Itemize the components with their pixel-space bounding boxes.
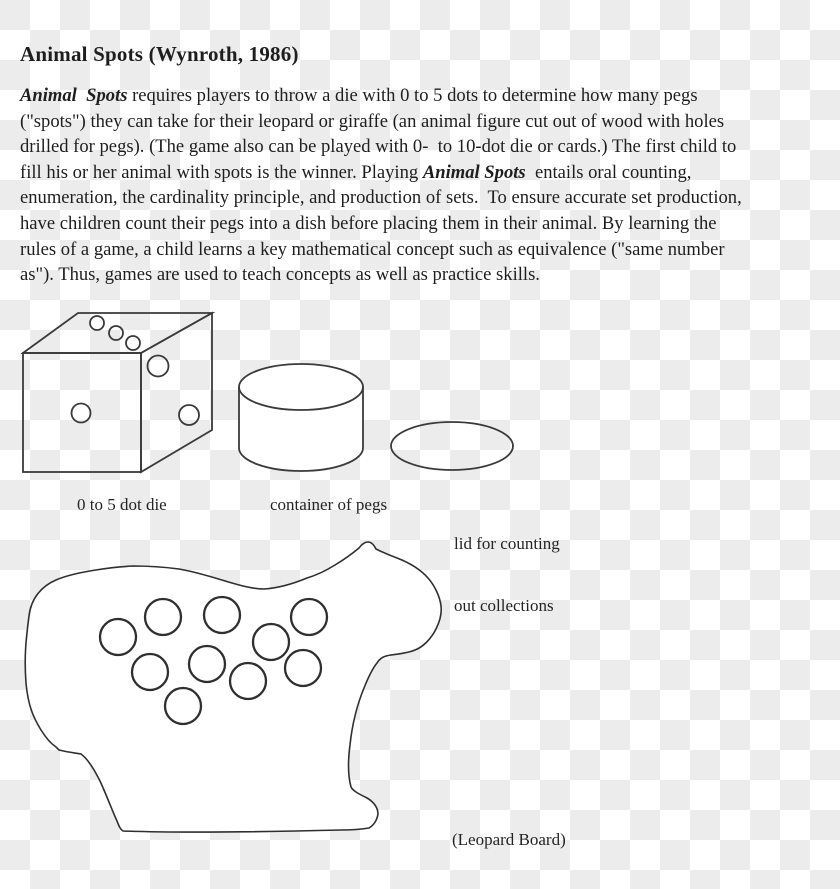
text-run: have children count their pegs into a dish before placing them in their animal. By learning the: [20, 212, 717, 234]
peg-hole: [230, 663, 266, 699]
board-caption: (Leopard Board): [452, 830, 566, 849]
paragraph-line: [20, 109, 742, 135]
die-pip: [126, 336, 140, 350]
paragraph-line: [20, 83, 742, 109]
text-run: as"). Thus, games are used to teach concepts as well as practice skills.: [20, 264, 540, 286]
lid-caption-line1: lid for counting: [454, 534, 560, 553]
paragraph-line: [20, 160, 742, 186]
peg-hole: [291, 599, 327, 635]
peg-hole: [253, 624, 289, 660]
leopard-board-figure: [0, 530, 470, 850]
peg-hole: [132, 654, 168, 690]
die-pip: [90, 316, 104, 330]
peg-hole: [100, 619, 136, 655]
lid-figure: [391, 422, 513, 470]
text-run: ("spots") they can take for their leopard or giraffe (an animal figure cut out of wood with holes: [20, 110, 725, 132]
text-run: enumeration, the cardinality principle, and production of sets. To ensure accurate set production,: [20, 187, 742, 209]
materials-illustration: [0, 300, 560, 490]
die-pip: [179, 405, 199, 425]
die-pip: [72, 404, 91, 423]
text-run: fill his or her animal with spots is the winner. Playing: [20, 161, 423, 183]
paragraph-line: [20, 185, 742, 211]
game-title-emphasis: Animal Spots: [422, 161, 526, 183]
peg-container-figure: [239, 364, 363, 471]
document-title: Animal Spots (Wynroth, 1986): [20, 42, 299, 66]
paragraph: [20, 83, 742, 288]
die-top-face: [23, 313, 212, 353]
peg-hole: [165, 688, 201, 724]
paragraph-line: [20, 262, 742, 288]
die-pip: [148, 356, 169, 377]
die-front-face: [23, 353, 141, 472]
peg-hole: [189, 646, 225, 682]
die-right-face: [141, 313, 212, 472]
die-pip: [109, 326, 123, 340]
text-run: rules of a game, a child learns a key mathematical concept such as equivalence ("same number: [20, 238, 725, 260]
die-caption: 0 to 5 dot die: [77, 495, 167, 514]
text-run: entails oral counting,: [525, 161, 692, 183]
text-run: requires players to throw a die with 0 to 5 dots to determine how many pegs: [127, 85, 698, 106]
peg-hole: [285, 650, 321, 686]
container-body: [239, 364, 363, 471]
game-title-emphasis: Animal Spots: [20, 85, 128, 106]
lid-caption-line2: out collections: [454, 595, 554, 615]
peg-hole: [204, 597, 240, 633]
die-figure: [23, 313, 212, 472]
text-run: drilled for pegs). (The game also can be played with 0- to 10-dot die or cards.) The first child to: [20, 136, 737, 158]
container-caption: container of pegs: [270, 495, 388, 514]
peg-hole: [145, 599, 181, 635]
paragraph-line: [20, 134, 742, 160]
paragraph-line: [20, 211, 742, 237]
paragraph-line: [20, 237, 742, 263]
